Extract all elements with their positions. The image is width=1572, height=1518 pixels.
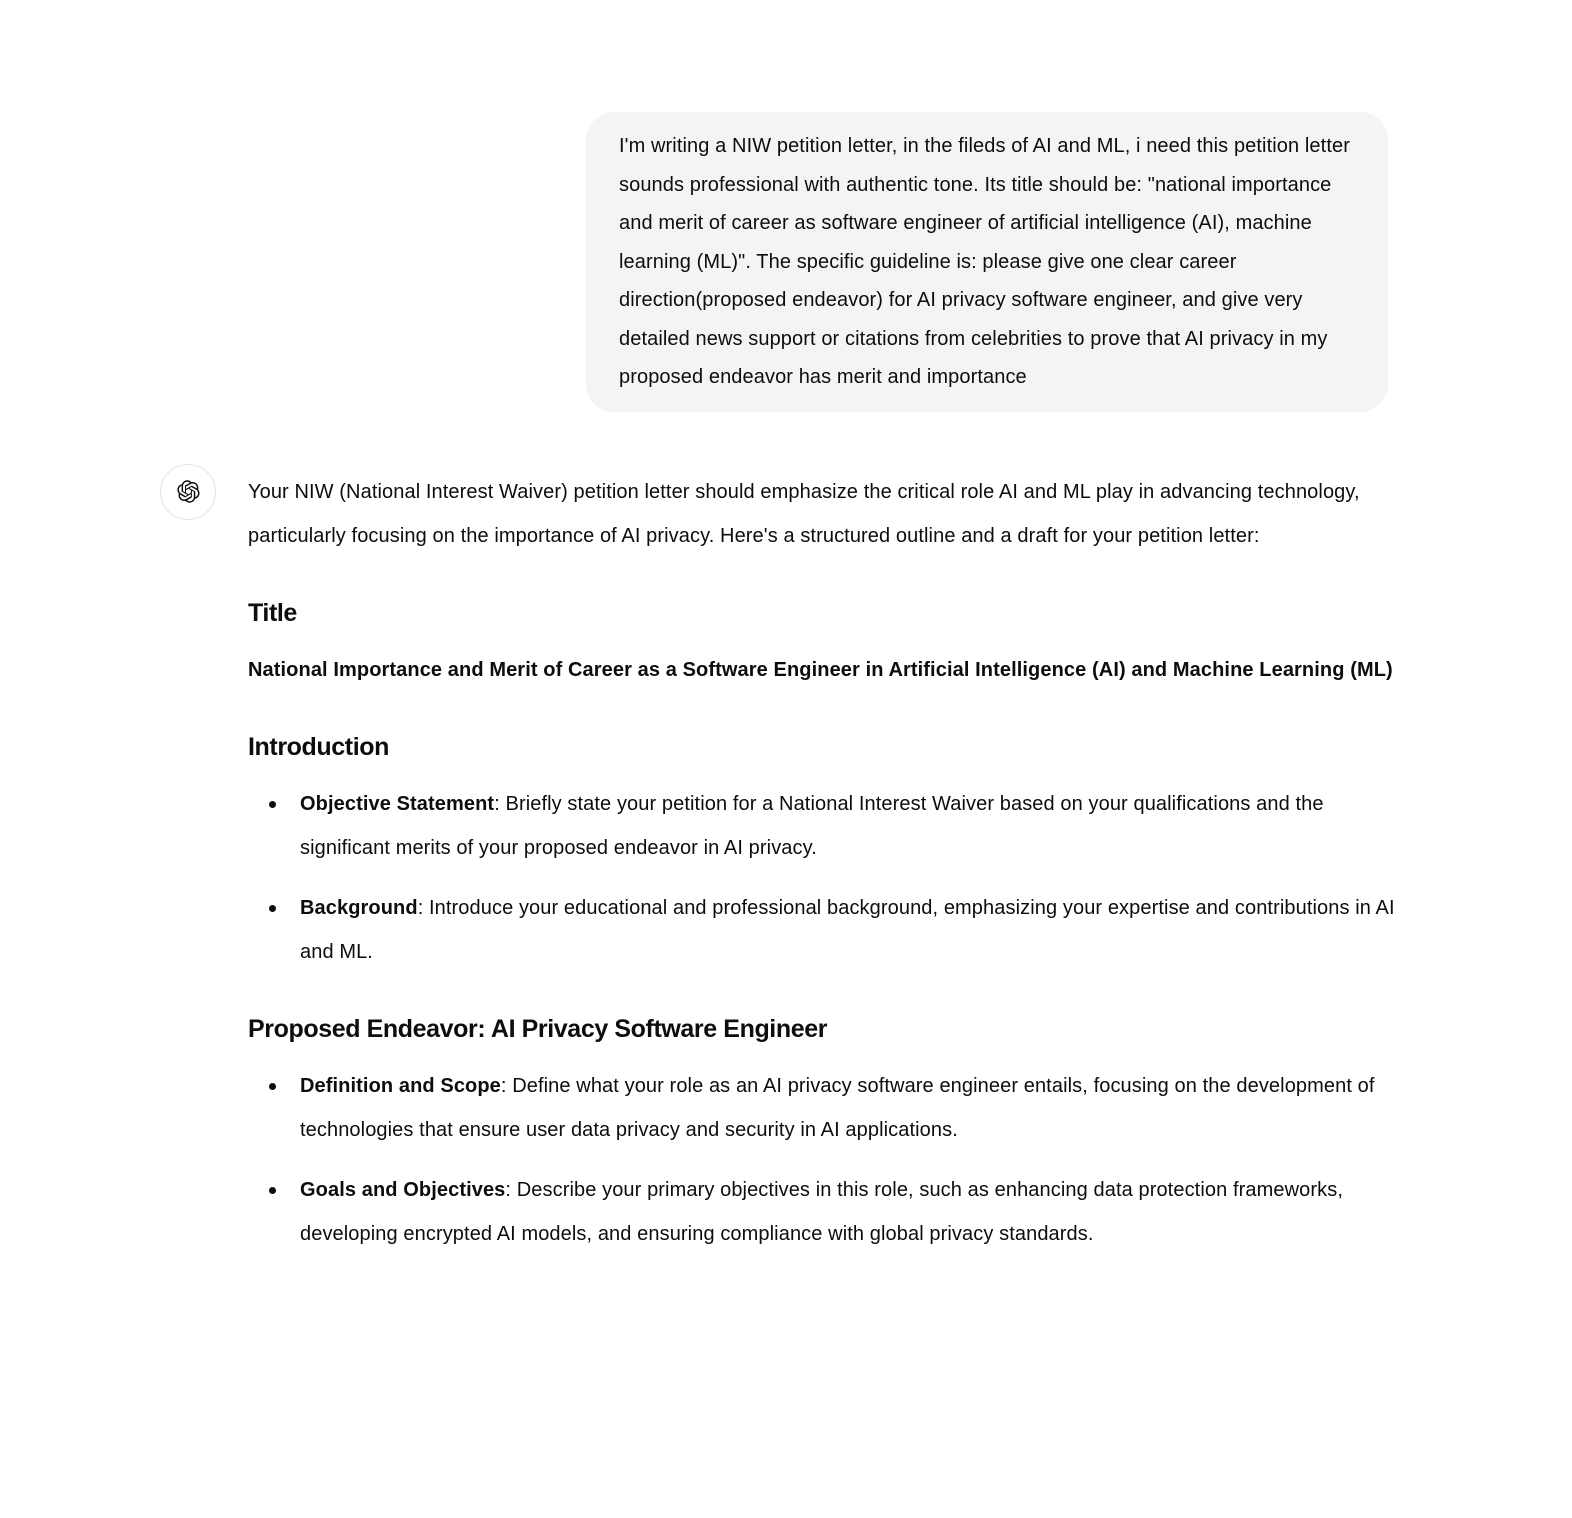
bullet-label: Definition and Scope <box>300 1074 501 1097</box>
proposed-endeavor-bullet-list <box>248 1064 1400 1256</box>
section-heading-proposed-endeavor: Proposed Endeavor: AI Privacy Software Engineer <box>248 1014 828 1043</box>
bullet-label: Goals and Objectives <box>300 1178 506 1201</box>
bullet-label: Objective Statement <box>300 792 495 815</box>
assistant-message-content <box>248 470 1400 1282</box>
user-message-bubble: I'm writing a NIW petition letter, in the fileds of AI and ML, i need this petition letter sounds professional with authentic tone. Its title should be: "national importance and merit of career as software engineer of artificial intelligence (AI), machine learning (ML)". The specific guideline is: please give one clear career direction(proposed endeavor) for AI privacy software engineer, and give very detailed news support or citations from celebrities to prove that AI privacy in my proposed endeavor has merit and importance <box>586 112 1388 412</box>
list-item-background <box>300 886 1400 974</box>
bullet-text: : Briefly state your petition for a National Interest Waiver based on your qualifications and the significant merits of your proposed endeavor in AI privacy. <box>300 792 1324 859</box>
user-message-row <box>160 112 1400 412</box>
petition-title-paragraph: National Importance and Merit of Career as a Software Engineer in Artificial Intelligence (AI) and Machine Learning (ML) <box>248 658 1393 681</box>
list-item-goals-and-objectives <box>300 1168 1400 1256</box>
section-heading-introduction: Introduction <box>248 732 390 761</box>
assistant-avatar <box>160 464 216 520</box>
list-item-definition-and-scope <box>300 1064 1400 1152</box>
bullet-text: : Introduce your educational and professional background, emphasizing your expertise and contributions in AI and ML. <box>300 896 1395 963</box>
chat-thread <box>160 0 1400 1282</box>
introduction-bullet-list <box>248 782 1400 974</box>
assistant-message-row <box>160 470 1400 1282</box>
bullet-text: : Define what your role as an AI privacy software engineer entails, focusing on the development of technologies that ensure user data privacy and security in AI applications. <box>300 1074 1375 1141</box>
bullet-text: : Describe your primary objectives in this role, such as enhancing data protection frameworks, developing encrypted AI models, and ensuring compliance with global privacy standards. <box>300 1178 1343 1245</box>
openai-logo-icon <box>177 480 200 503</box>
list-item-objective-statement <box>300 782 1400 870</box>
section-heading-title: Title <box>248 598 297 627</box>
bullet-label: Background <box>300 896 418 919</box>
assistant-intro-paragraph: Your NIW (National Interest Waiver) petition letter should emphasize the critical role AI and ML play in advancing technology, particularly focusing on the importance of AI privacy. Here's a structured outline and a draft for your petition letter: <box>248 480 1360 547</box>
